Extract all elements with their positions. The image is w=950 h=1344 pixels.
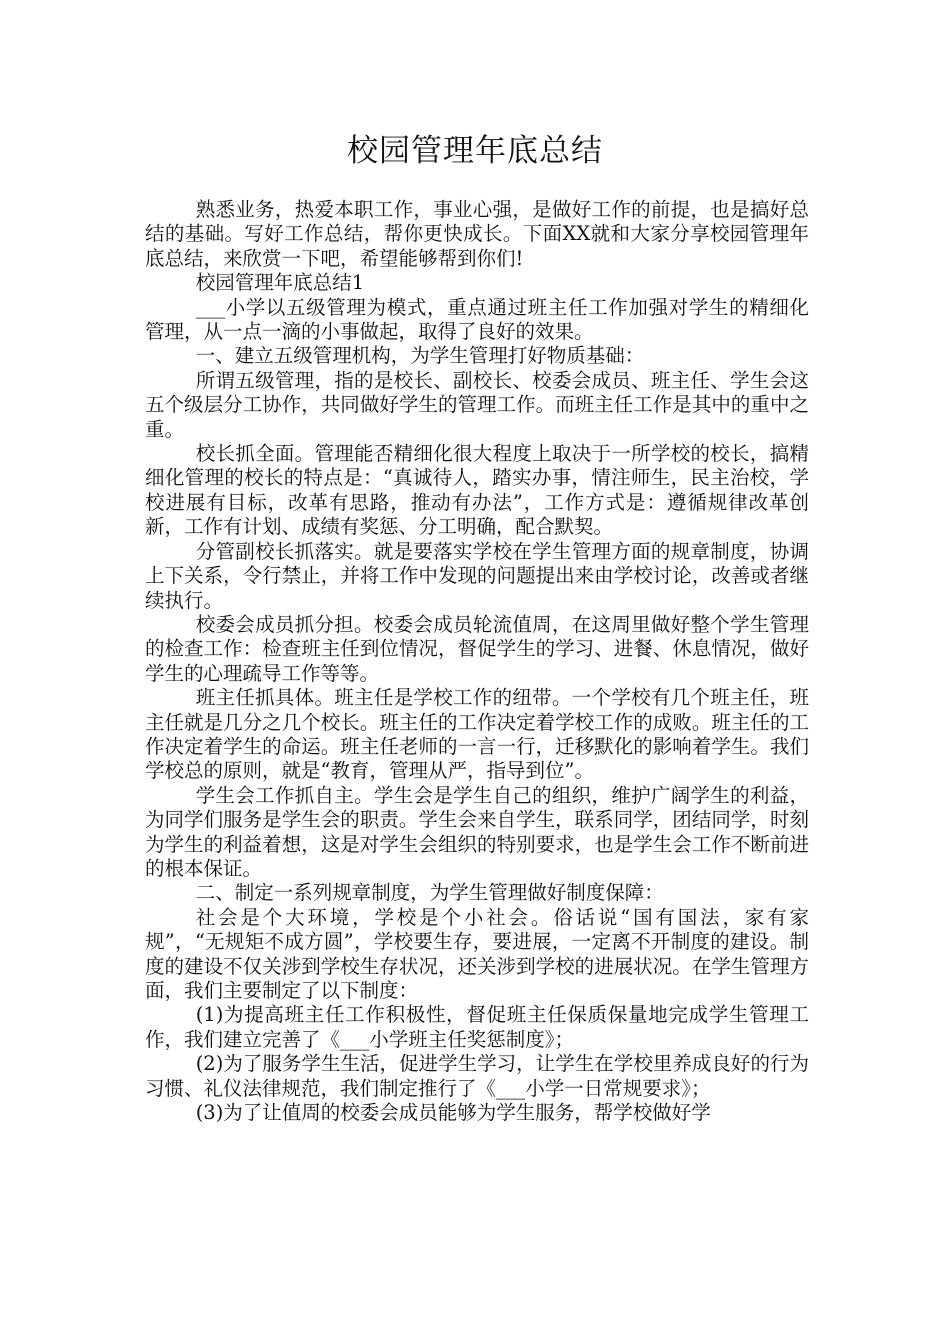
list-item: (2)为了服务学生生活，促进学生学习，让学生在学校里养成良好的行为习惯、礼仪法律规范，我们制定推行了《___小学一日常规要求》； — [145, 1052, 809, 1100]
section-heading: 一、建立五级管理机构，为学生管理打好物质基础： — [195, 344, 645, 368]
list-item: (3)为了让值周的校委会成员能够为学生服务，帮学校做好学 — [195, 1101, 711, 1125]
body-paragraph: 分管副校长抓落实。就是要落实学校在学生管理方面的规章制度，协调上下关系，令行禁止，并将工作中发现的问题提出来由学校讨论，改善或者继续执行。 — [145, 539, 809, 612]
section-heading-summary-1: 校园管理年底总结1 — [195, 271, 365, 295]
body-paragraph: ___小学以五级管理为模式，重点通过班主任工作加强对学生的精细化管理，从一点一滴的小事做起，取得了良好的效果。 — [145, 295, 809, 344]
body-paragraph: 学生会工作抓自主。学生会是学生自己的组织，维护广阔学生的利益，为同学们服务是学生会的职责。学生会来自学生，联系同学，团结同学，时刻为学生的利益着想，这是对学生会组织的特别要求，也是学生会工作不断前进的根本保证。 — [145, 783, 809, 880]
body-paragraph: 班主任抓具体。班主任是学校工作的纽带。一个学校有几个班主任，班主任就是几分之几个校长。班主任的工作决定着学校工作的成败。班主任的工作决定着学生的命运。班主任老师的一言一行，迁移默化的影响着学生。我们学校总的原则，就是“教育，管理从严，指导到位”。 — [145, 686, 809, 783]
document-title: 校园管理年底总结 — [347, 133, 603, 169]
body-paragraph: 校长抓全面。管理能否精细化很大程度上取决于一所学校的校长，搞精细化管理的校长的特点是：“真诚待人，踏实办事，情注师生，民主治校，学校进展有目标，改革有思路，推动有办法”，工作方式是：遵循规律改革创新，工作有计划、成绩有奖惩、分工明确，配合默契。 — [145, 442, 809, 539]
intro-paragraph: 熟悉业务，热爱本职工作，事业心强，是做好工作的前提，也是搞好总结的基础。写好工作总结，帮你更快成长。下面XX就和大家分享校园管理年底总结，来欣赏一下吧，希望能够帮到你们! — [145, 198, 809, 270]
body-paragraph: 校委会成员抓分担。校委会成员轮流值周，在这周里做好整个学生管理的检查工作：检查班主任到位情况，督促学生的学习、进餐、休息情况，做好学生的心理疏导工作等等。 — [145, 612, 809, 685]
body-paragraph: 社会是个大环境，学校是个小社会。俗话说“国有国法，家有家规”，“无规矩不成方圆”，学校要生存，要进展，一定离不开制度的建设。制度的建设不仅关涉到学校生存状况，还关涉到学校的进展状况。在学生管理方面，我们主要制定了以下制度： — [145, 905, 809, 1002]
body-paragraph: 所谓五级管理，指的是校长、副校长、校委会成员、班主任、学生会这五个级层分工协作，共同做好学生的管理工作。而班主任工作是其中的重中之重。 — [145, 368, 809, 441]
list-item: (1)为提高班主任工作积极性，督促班主任保质保量地完成学生管理工作，我们建立完善了《___小学班主任奖惩制度》； — [145, 1003, 809, 1051]
section-heading: 二、制定一系列规章制度，为学生管理做好制度保障： — [195, 881, 664, 905]
document-body — [145, 198, 809, 1125]
